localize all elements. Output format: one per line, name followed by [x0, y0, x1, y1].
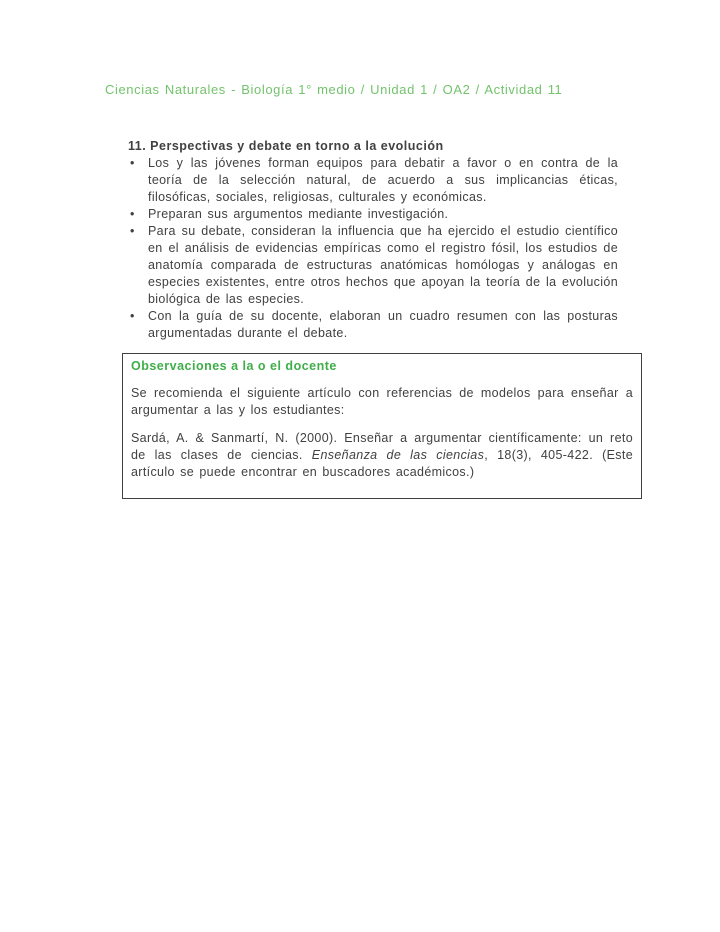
citation-paragraph	[131, 430, 633, 481]
bullet-text: Para su debate, consideran la influencia que ha ejercido el estudio científico en el análisis de evidencias empíricas como el registro fósil, los estudios de anatomía comparada de estructuras anatómicas homólogas y análogas en especies existentes, entre otros hechos que apoyan la teoría de la evolución biológica de las especies.	[148, 224, 618, 306]
bullet-icon: •	[130, 156, 135, 170]
teacher-observations-box	[122, 353, 642, 499]
activity-section	[128, 138, 618, 342]
breadcrumb: Ciencias Naturales - Biología 1° medio / Unidad 1 / OA2 / Actividad 11	[105, 82, 563, 97]
activity-bullet-list	[128, 155, 618, 342]
citation-text-after: , 18(3), 405-422. (Este artículo se puede encontrar en buscadores académicos.)	[131, 448, 634, 479]
bullet-item	[128, 206, 618, 223]
bullet-icon: •	[130, 309, 135, 323]
bullet-icon: •	[130, 224, 135, 238]
observations-intro-paragraph: Se recomienda el siguiente artículo con referencias de modelos para enseñar a argumentar a las y los estudiantes:	[131, 386, 633, 417]
citation-text-before: Sardá, A. & Sanmartí, N. (2000). Enseñar a argumentar científicamente: un reto de las clases de ciencias.	[131, 431, 633, 462]
citation-journal-title: Enseñanza de las ciencias	[311, 448, 485, 462]
bullet-text: Preparan sus argumentos mediante investigación.	[148, 207, 449, 221]
observations-title: Observaciones a la o el docente	[131, 359, 337, 373]
activity-title: 11. Perspectivas y debate en torno a la evolución	[128, 139, 444, 153]
bullet-text: Con la guía de su docente, elaboran un cuadro resumen con las posturas argumentadas durante el debate.	[148, 309, 618, 340]
bullet-text: Los y las jóvenes forman equipos para debatir a favor o en contra de la teoría de la selección natural, de acuerdo a sus implicancias éticas, filosóficas, sociales, religiosas, culturales y económicas.	[148, 156, 618, 204]
bullet-item	[128, 308, 618, 342]
bullet-icon: •	[130, 207, 135, 221]
bullet-item	[128, 155, 618, 206]
bullet-item	[128, 223, 618, 308]
